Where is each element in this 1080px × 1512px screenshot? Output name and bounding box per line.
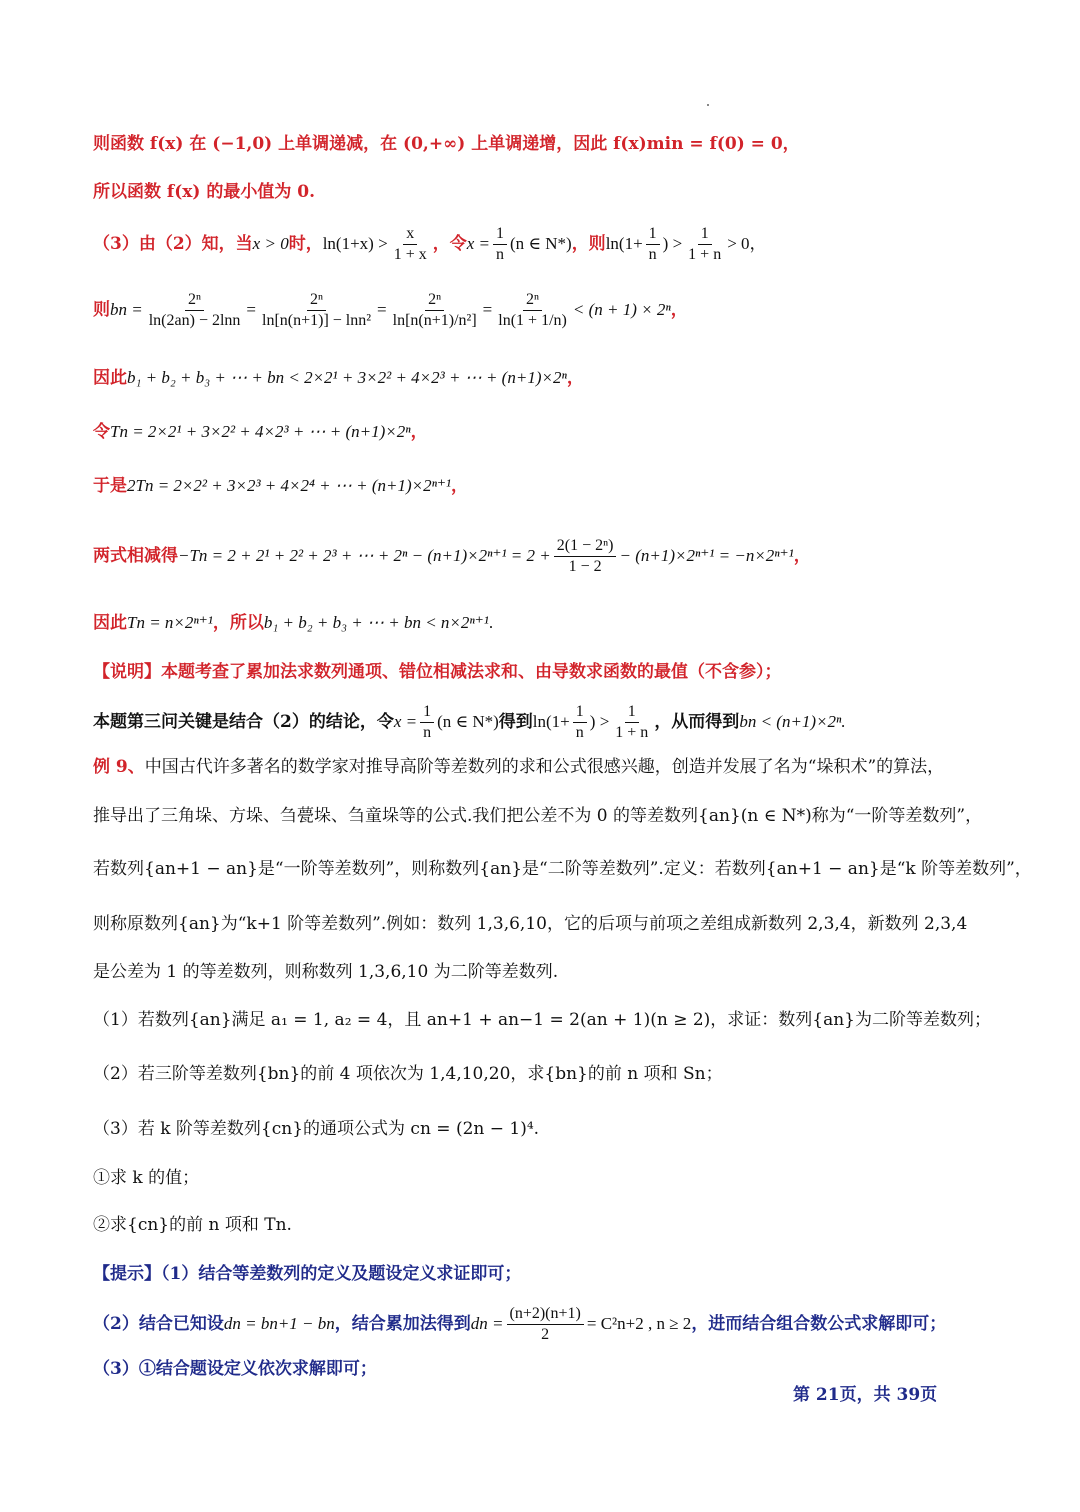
line-11-part-b: x = xyxy=(393,712,418,731)
hint-3-text: （3）①结合题设定义依次求解即可； xyxy=(93,1359,377,1379)
hint-line-3 xyxy=(93,1357,993,1381)
fraction-1-over-n-c xyxy=(420,702,434,743)
fraction-b2 xyxy=(259,290,374,331)
fraction-num: 1 xyxy=(493,224,507,245)
question-3 xyxy=(93,1117,993,1141)
question-2 xyxy=(93,1062,993,1086)
line-11-part-c: (n ∈ N*) xyxy=(437,712,499,731)
fraction-den: n xyxy=(575,723,584,741)
line-11-part-d: 得到 xyxy=(498,712,533,732)
question-3-part-1-text: ①求 k 的值； xyxy=(93,1168,200,1188)
text-line-7 xyxy=(93,474,993,498)
fraction-num: 2ⁿ xyxy=(307,290,326,311)
fraction-num: x xyxy=(403,224,417,245)
fraction-b3 xyxy=(390,290,480,331)
line-3-part-j: ) > xyxy=(662,234,683,253)
fraction-den: 1 − 2 xyxy=(568,557,602,575)
line-8-part-c: − (n+1)×2ⁿ⁺¹ = −n×2ⁿ⁺¹ xyxy=(619,546,794,565)
example-9-line-4 xyxy=(93,912,993,936)
line-7-part-b: 2Tn = 2×2² + 3×2³ + 4×2⁴ + ⋯ + (n+1)×2ⁿ⁺¹ xyxy=(127,476,452,495)
line-9-part-b: Tn = n×2ⁿ⁺¹ xyxy=(127,613,213,632)
line-3-part-e: ，令 xyxy=(432,234,467,254)
fraction-den: ln(2an) − 2lnn xyxy=(148,311,241,329)
explanation-text: 【说明】本题考查了累加法求数列通项、错位相减法求和、由导数求函数的最值（不含参）； xyxy=(93,662,782,682)
line-3-part-d: ln(1+x) > xyxy=(322,234,388,253)
line-6-part-c: ， xyxy=(410,422,428,442)
fraction-den: 1 + n xyxy=(615,723,649,741)
hint-line-2 xyxy=(93,1302,993,1346)
text-line-2 xyxy=(93,180,993,204)
fraction-1-over-n-b xyxy=(646,224,660,265)
line-3-part-h: ，则 xyxy=(571,234,606,254)
question-1-text: （1）若数列{an}满足 a₁ = 1, a₂ = 4，且 an+1 + an−1 = 2(an + 1)(n ≥ 2)，求证：数列{an}为二阶等差数列； xyxy=(93,1010,992,1030)
fraction-1-over-n-d xyxy=(573,702,587,743)
line-9-part-a: 因此 xyxy=(93,613,127,633)
line-11-part-h: bn < (n+1)×2ⁿ. xyxy=(739,712,846,731)
hint-1-text: 【提示】（1）结合等差数列的定义及题设定义求证即可； xyxy=(93,1264,522,1284)
text-line-8 xyxy=(93,532,993,580)
line-4-part-d: ， xyxy=(670,300,688,320)
line-3-part-i: ln(1+ xyxy=(605,234,643,253)
line-23-part-c: ，结合累加法得到 xyxy=(334,1314,471,1334)
question-3-part-2-text: ②求{cn}的前 n 项和 Tn. xyxy=(93,1215,292,1235)
scan-dot xyxy=(707,104,709,106)
line-23-part-b: dn = bn+1 − bn xyxy=(223,1314,335,1333)
fraction-den: 1 + n xyxy=(688,245,722,263)
line-4-part-c: < (n + 1) × 2ⁿ xyxy=(572,300,671,319)
example-9-text-5: 是公差为 1 的等差数列，则称数列 1,3,6,10 为二阶等差数列. xyxy=(93,962,559,982)
line-23-part-d: dn = xyxy=(470,1314,504,1333)
fraction-num: 1 xyxy=(420,702,434,723)
text-line-6 xyxy=(93,420,993,444)
line-11-part-g: ，从而得到 xyxy=(654,712,740,732)
example-9-line-3 xyxy=(93,857,1032,881)
line-8-part-b: −Tn = 2 + 2¹ + 2² + 2³ + ⋯ + 2ⁿ − (n+1)×2ⁿ⁺¹ = 2 + xyxy=(178,546,551,565)
example-9-text-4: 则称原数列{an}为“k+1 阶等差数列”.例如：数列 1,3,6,10，它的后项与前项之差组成新数列 2,3,4，新数列 2,3,4 xyxy=(93,914,968,934)
fraction-b1 xyxy=(146,290,244,331)
explanation-line-2 xyxy=(93,700,993,744)
example-9-text-3: 若数列{an+1 − an}是“一阶等差数列”，则称数列{an}是“二阶等差数列”.定义：若数列{an+1 − an}是“k 阶等差数列”， xyxy=(93,859,1032,879)
fraction-num: 2(1 − 2ⁿ) xyxy=(554,536,617,557)
fraction-den: 1 + x xyxy=(393,245,427,263)
line-11-part-a: 本题第三问关键是结合（2）的结论，令 xyxy=(93,712,394,732)
line-9-part-e: . xyxy=(488,613,494,632)
fraction-num: 2ⁿ xyxy=(185,290,204,311)
example-9-line-2 xyxy=(93,804,993,828)
line-3-part-f: x = xyxy=(466,234,490,253)
fraction-den: ln[n(n+1)/n²] xyxy=(392,311,477,329)
line-6-part-b: Tn = 2×2¹ + 3×2² + 4×2³ + ⋯ + (n+1)×2ⁿ xyxy=(110,422,411,441)
question-3-part-2 xyxy=(93,1213,993,1237)
hint-line-1 xyxy=(93,1262,993,1286)
example-label: 例 9、 xyxy=(93,757,145,777)
fraction-dn xyxy=(507,1304,584,1345)
question-3-text: （3）若 k 阶等差数列{cn}的通项公式为 cn = (2n − 1)⁴. xyxy=(93,1119,540,1139)
fraction-num: 1 xyxy=(573,702,587,723)
line-4-part-b: bn = xyxy=(110,300,143,319)
fraction-1-over-n xyxy=(493,224,507,265)
text-line-3 xyxy=(93,226,993,262)
fraction-1-over-1pn xyxy=(685,224,724,265)
line-8-part-a: 两式相减得 xyxy=(93,546,178,566)
line-5-part-c: ， xyxy=(566,368,584,388)
fraction-den: 2 xyxy=(541,1325,550,1343)
fraction-den: ln(1 + 1/n) xyxy=(498,311,567,329)
example-9-line-1 xyxy=(93,755,993,779)
line-23-part-e: = C²n+2 , n ≥ 2 xyxy=(586,1314,692,1333)
fraction-num: 1 xyxy=(646,224,660,245)
fraction-1-over-1pn-b xyxy=(612,702,651,743)
line-9-part-d: b₁ + b₂ + b₃ + ⋯ + bn < n×2ⁿ⁺¹ xyxy=(263,613,489,632)
text-line-5 xyxy=(93,366,993,390)
line-2-text: 所以函数 f(x) 的最小值为 0. xyxy=(93,182,316,202)
example-9-text-2: 推导出了三角垛、方垛、刍甍垛、刍童垛等的公式.我们把公差不为 0 的等差数列{an}(n ∈ N*)称为“一阶等差数列”， xyxy=(93,806,983,826)
text-line-4: 则 bn = $\frac{\text{2ⁿ}}{\ln(2an) - 2\ln n}$ = $\frac{\text{2ⁿ}}{\text{ln[n(n+1)] − lnn²}}$ = $\frac{\text{2ⁿ}}{\text{ln[n(n+1)/n²]}}$ = $\frac{\text{2ⁿ}}{\ln(1 + 1/n)}$ < (n + 1) × 2ⁿ ， xyxy=(93,290,688,329)
page-number: 第 21页，共 39页 xyxy=(793,1385,938,1405)
fraction-den: n xyxy=(423,723,432,741)
text-line-1 xyxy=(93,132,993,156)
line-3-part-a: （3）由（2）知，当 xyxy=(93,234,253,254)
line-7-part-a: 于是 xyxy=(93,476,127,496)
fraction-num: 1 xyxy=(698,224,712,245)
question-1 xyxy=(93,1008,993,1032)
line-11-part-f: ) > xyxy=(589,712,610,731)
fraction-num: 2ⁿ xyxy=(523,290,542,311)
text-line-9 xyxy=(93,611,993,635)
line-6-part-a: 令 xyxy=(93,422,110,442)
line-3-part-b: x > 0 xyxy=(252,234,289,253)
line-23-part-f: ，进而结合组合数公式求解即可； xyxy=(691,1314,947,1334)
line-3-part-g: (n ∈ N*) xyxy=(510,234,572,253)
explanation-line-1 xyxy=(93,660,993,684)
line-5-part-a: 因此 xyxy=(93,368,127,388)
question-3-part-1 xyxy=(93,1166,993,1190)
fraction-num: (n+2)(n+1) xyxy=(507,1304,584,1325)
line-4-part-a: 则 xyxy=(93,300,110,320)
fraction-den: n xyxy=(496,245,504,263)
example-9-text-1: 中国古代许多著名的数学家对推导高阶等差数列的求和公式很感兴趣，创造并发展了名为“垛积术”的算法， xyxy=(144,757,945,777)
fraction-b4 xyxy=(495,290,570,331)
fraction-num: 1 xyxy=(625,702,639,723)
fraction-num: 2ⁿ xyxy=(425,290,444,311)
fraction-x-over-1px xyxy=(391,224,430,265)
fraction-den: n xyxy=(648,245,657,263)
line-23-part-a: （2）结合已知设 xyxy=(93,1314,224,1334)
example-9-line-5 xyxy=(93,960,993,984)
line-7-part-c: ， xyxy=(451,476,469,496)
question-2-text: （2）若三阶等差数列{bn}的前 4 项依次为 1,4,10,20，求{bn}的前 n 项和 Sn； xyxy=(93,1064,723,1084)
line-8-part-d: ， xyxy=(793,546,811,566)
line-5-part-b: b₁ + b₂ + b₃ + ⋯ + bn < 2×2¹ + 3×2² + 4×2³ + ⋯ + (n+1)×2ⁿ xyxy=(127,368,567,387)
line-9-part-c: ，所以 xyxy=(212,613,264,633)
fraction-geometric-sum xyxy=(554,536,617,577)
line-3-part-c: 时， xyxy=(288,234,323,254)
line-11-part-e: ln(1+ xyxy=(532,712,570,731)
line-3-part-k: > 0， xyxy=(727,234,767,253)
line-1-text: 则函数 f(x) 在 (−1,0) 上单调递减，在 (0,+∞) 上单调递增，因此 f(x)min = f(0) = 0， xyxy=(93,134,800,154)
fraction-den: ln[n(n+1)] − lnn² xyxy=(262,311,372,329)
